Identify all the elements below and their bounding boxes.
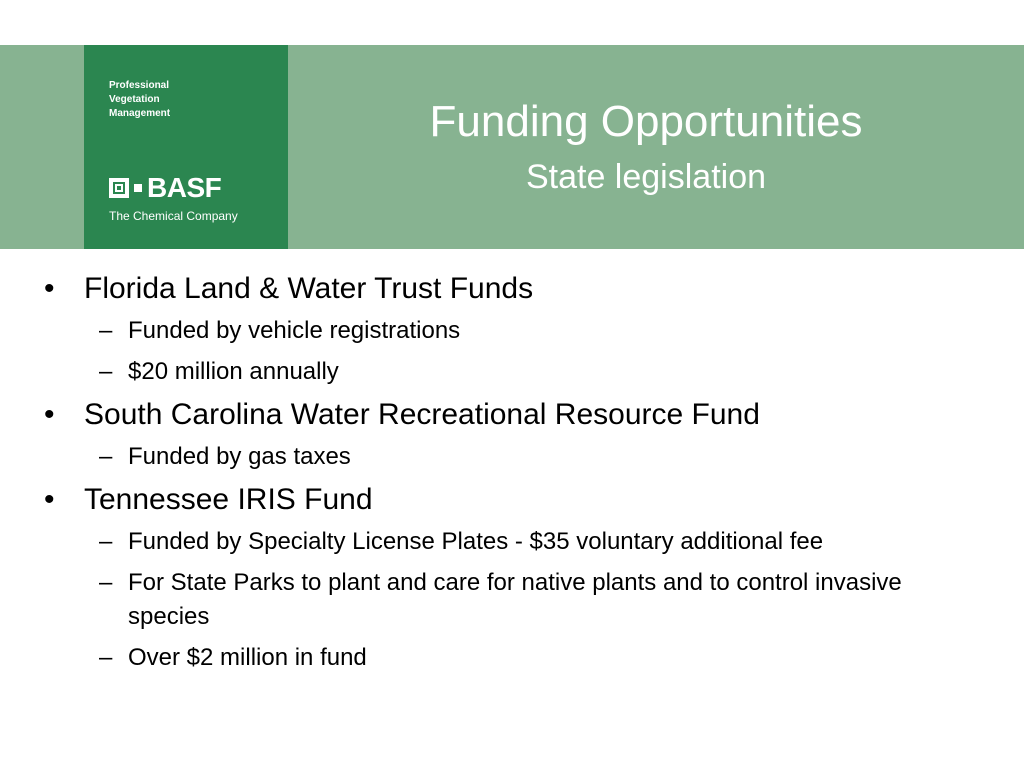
bullet-item [44, 396, 984, 434]
sub-bullet-text: Funded by gas taxes [128, 443, 351, 470]
logo-wordmark: BASF [147, 172, 222, 203]
logo-tagline-line: Vegetation [109, 94, 160, 105]
logo-tagline-line: Professional [109, 80, 170, 91]
sub-bullet-marker: – [99, 358, 113, 385]
logo-tagline-line: Management [109, 108, 171, 119]
sub-bullet-text: Funded by Specialty License Plates - $35 voluntary additional fee [128, 528, 824, 555]
logo-tagline [109, 79, 170, 121]
bullet-item [44, 270, 984, 308]
sub-bullet-marker: – [99, 569, 113, 596]
sub-bullet-text: $20 million annually [128, 358, 339, 385]
sub-bullet-item [99, 641, 984, 675]
bullet-marker: • [44, 483, 55, 516]
bullet-marker: • [44, 398, 55, 431]
sub-bullet-item [99, 566, 984, 634]
title-area [288, 45, 1004, 249]
bullet-list [44, 270, 984, 682]
logo-company-name: The Chemical Company [109, 209, 238, 223]
sub-bullet-marker: – [99, 644, 113, 671]
sub-bullet-item [99, 525, 984, 559]
sub-bullet-list [99, 525, 984, 675]
sub-bullet-text: For State Parks to plant and care for native plants and to control invasive species [128, 569, 902, 630]
slide-title: Funding Opportunities [429, 97, 863, 146]
bullet-text: Tennessee IRIS Fund [84, 483, 373, 516]
sub-bullet-item [99, 314, 984, 348]
slide-subtitle: State legislation [525, 158, 767, 196]
sub-bullet-text: Funded by vehicle registrations [128, 317, 461, 344]
bullet-marker: • [44, 272, 55, 305]
sub-bullet-item [99, 355, 984, 389]
sub-bullet-marker: – [99, 317, 113, 344]
bullet-item [44, 481, 984, 519]
basf-logo [84, 45, 288, 249]
sub-bullet-marker: – [99, 528, 113, 555]
logo-square-outline-icon [109, 178, 129, 198]
logo-mark [109, 172, 222, 203]
logo-square-solid-icon [134, 184, 142, 192]
bullet-text: South Carolina Water Recreational Resource Fund [84, 398, 760, 431]
sub-bullet-list [99, 440, 984, 474]
sub-bullet-list [99, 314, 984, 389]
bullet-text: Florida Land & Water Trust Funds [84, 272, 534, 305]
logo-square-inner-icon [115, 184, 123, 192]
sub-bullet-item [99, 440, 984, 474]
sub-bullet-text: Over $2 million in fund [128, 644, 367, 671]
sub-bullet-marker: – [99, 443, 113, 470]
